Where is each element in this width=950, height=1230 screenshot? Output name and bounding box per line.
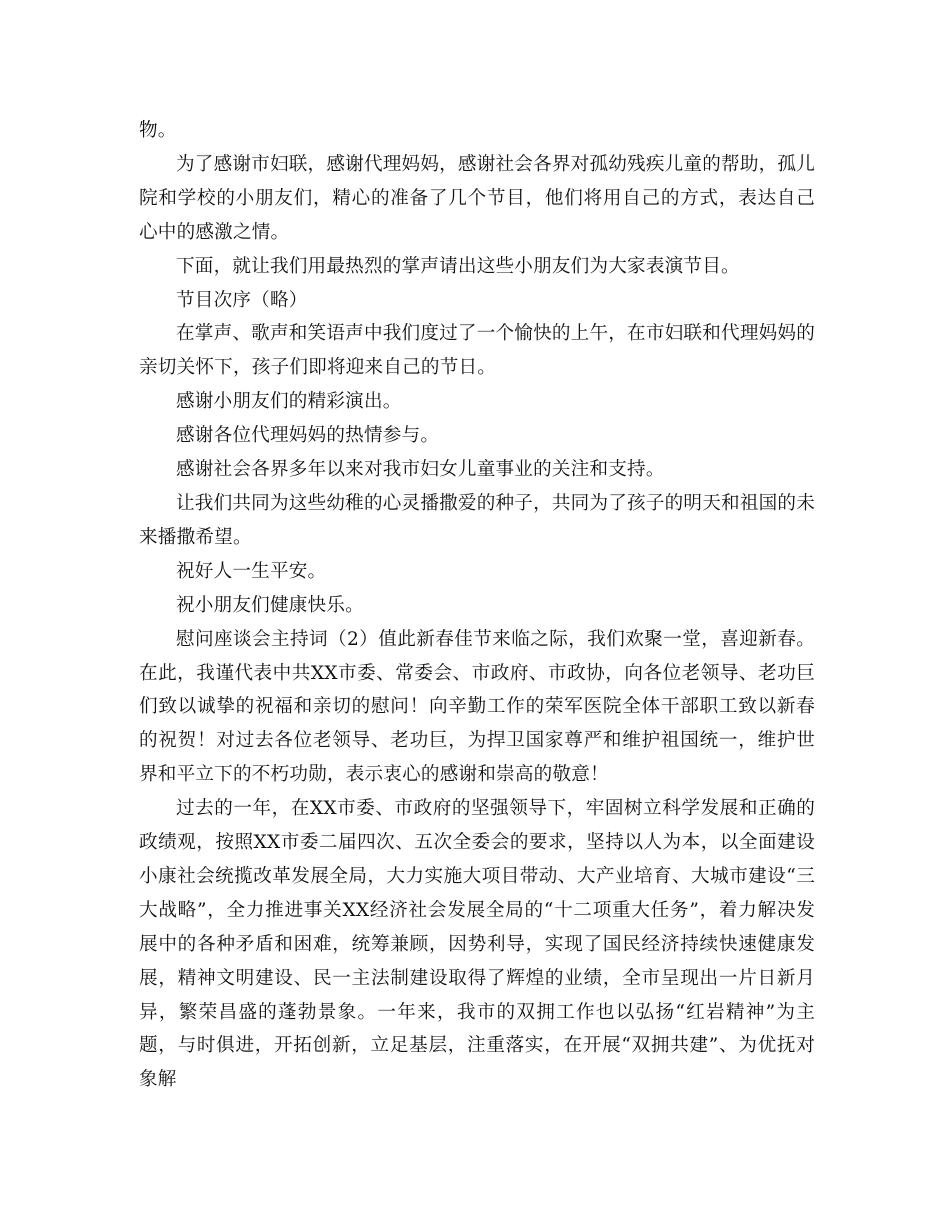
paragraph-continuation: 物。 bbox=[139, 120, 177, 141]
paragraph-wish-peace: 祝好人一生平安。 bbox=[176, 560, 327, 582]
paragraph-thanks-mothers: 感谢各位代理妈妈的热情参与。 bbox=[176, 425, 440, 447]
paragraph-invite-performance: 下面，就让我们用最热烈的掌声请出这些小朋友们为大家表演节目。 bbox=[176, 255, 740, 277]
paragraph-symposium-opening: 慰问座谈会主持词（2）值此新春佳节来临之际，我们欢聚一堂，喜迎新春。在此，我谨代表中共XX市委、常委会、市政府、市政协，向各位老领导、老功巨们致以诚挚的祝福和亲切的慰问！向辛勤工作的荣军医院全体干部职工致以新春的祝贺！对过去各位老领导、老功巨，为捍卫国家尊严和维护祖国统一，维护世界和平立下的不朽功勋，表示衷心的感谢和崇高的敬意！ bbox=[139, 628, 815, 786]
paragraph-thanks-children: 感谢小朋友们的精彩演出。 bbox=[176, 391, 402, 413]
paragraph-thanks-society: 感谢社会各界多年以来对我市妇女儿童事业的关注和支持。 bbox=[176, 459, 665, 481]
paragraph-morning-summary: 在掌声、歌声和笑语声中我们度过了一个愉快的上午，在市妇联和代理妈妈的亲切关怀下，孩子们即将迎来自己的节日。 bbox=[139, 323, 815, 379]
paragraph-past-year: 过去的一年，在XX市委、市政府的坚强领导下，牢固树立科学发展和正确的政绩观，按照XX市委二届四次、五次全委会的要求，坚持以人为本，以全面建设小康社会统揽改革发展全局，大力实施大项目带动、大产业培育、大城市建设“三大战略”，全力推进事关XX经济社会发展全局的“十二项重大任务”，着力解决发展中的各种矛盾和困难，统筹兼顾，因势利导，实现了国民经济持续快速健康发展，精神文明建设、民一主法制建设取得了辉煌的业绩，全市呈现出一片日新月异，繁荣昌盛的蓬勃景象。一年来，我市的双拥工作也以弘扬“红岩精神”为主题，与时俱进，开拓创新，立足基层，注重落实，在开展“双拥共建”、为优抚对象解 bbox=[139, 798, 815, 1091]
paragraph-program-order: 节目次序（略） bbox=[176, 289, 308, 311]
document-body bbox=[139, 114, 815, 1097]
paragraph-seeds-of-love: 让我们共同为这些幼稚的心灵播撒爱的种子，共同为了孩子的明天和祖国的未来播撒希望。 bbox=[139, 492, 815, 548]
paragraph-wish-happiness: 祝小朋友们健康快乐。 bbox=[176, 594, 364, 616]
paragraph-thanks-intro: 为了感谢市妇联，感谢代理妈妈，感谢社会各界对孤幼残疾儿童的帮助，孤儿院和学校的小朋友们，精心的准备了几个节目，他们将用自己的方式，表达自己心中的感激之情。 bbox=[139, 153, 815, 243]
